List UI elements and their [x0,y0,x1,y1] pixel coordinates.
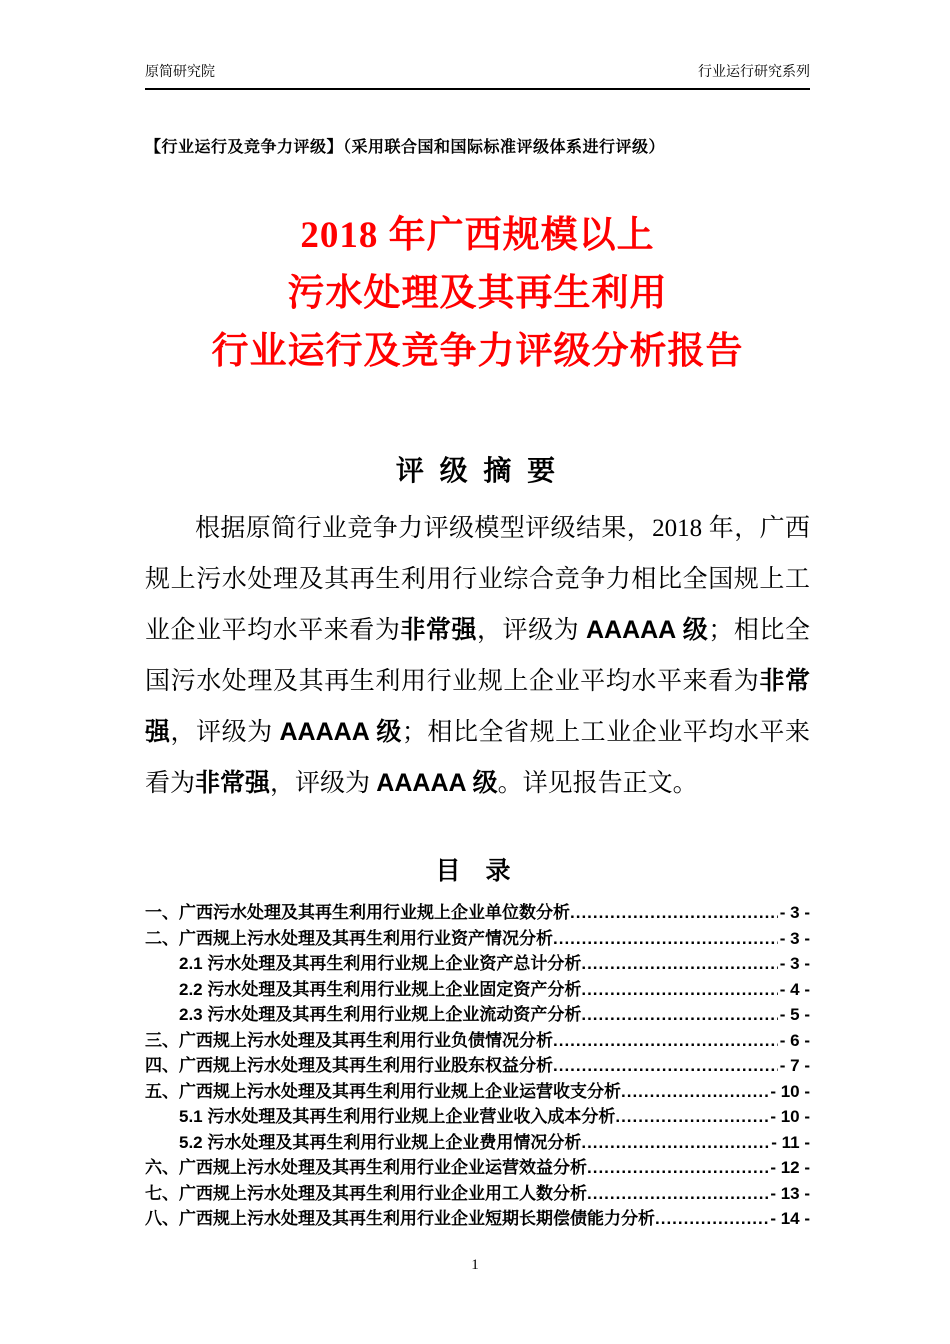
toc-page-number: - 7 - [779,1056,810,1075]
toc-leader-dots [570,900,778,926]
summary-emphasis-text: AAAAA 级 [279,718,402,746]
toc-item[interactable] [145,926,810,952]
toc-item-label: 六、广西规上污水处理及其再生利用行业企业运营效益分析 [145,1158,587,1177]
toc-leader-dots [581,1130,769,1156]
summary-emphasis-text: 非常强 [145,667,810,746]
summary-emphasis-text: 非常强 [195,769,271,797]
toc-item-label: 2.2 污水处理及其再生利用行业规上企业固定资产分析 [179,979,582,999]
summary-body-text: ，评级为 [477,617,586,644]
toc-leader-dots [553,1028,778,1054]
toc-leader-dots [553,1053,778,1079]
toc-page-number: - 14 - [770,1209,810,1228]
toc-leader-dots [581,977,777,1003]
toc-page-number: - 6 - [779,1030,810,1050]
rating-subtitle [145,134,810,157]
toc-page-number: - 3 - [779,903,810,922]
header-left-text: 原简研究院 [145,65,215,80]
report-title-line-3: 行业运行及竞争力评级分析报告 [211,331,744,372]
toc-leader-dots [655,1206,768,1232]
summary-body-text: ，评级为 [170,719,280,746]
summary-emphasis-text: AAAAA 级 [585,616,709,644]
summary-emphasis-text: 非常强 [400,616,478,644]
summary-emphasis-text: AAAAA 级 [376,769,498,797]
toc-page-number: - 5 - [779,1005,810,1024]
page-number: 1 [471,1257,479,1273]
toc-item-label: 2.3 污水处理及其再生利用行业规上企业流动资产分析 [179,1005,582,1024]
summary-body-text: ；相比全国污水处理及其再生利用行业规上企业平均水平来看为 [145,617,810,695]
toc-item-label: 四、广西规上污水处理及其再生利用行业股东权益分析 [145,1056,553,1075]
toc-item-label: 二、广西规上污水处理及其再生利用行业资产情况分析 [145,928,553,948]
rating-subtitle-paren: （采用联合国和国际标准评级体系进行评级） [343,139,666,156]
document-content [145,0,810,1232]
toc-item[interactable] [145,1079,810,1105]
toc-item[interactable] [145,900,810,926]
summary-body-text: ，评级为 [270,770,377,797]
summary-heading: 评 级 摘 要 [395,455,560,486]
summary-body-text: ；相比全省规上工业企业平均水平来看为 [145,719,810,797]
toc-item-label: 2.1 污水处理及其再生利用行业规上企业资产总计分析 [179,954,582,973]
toc-item[interactable] [145,1155,810,1181]
report-title [145,207,810,381]
toc-leader-dots [587,1155,768,1181]
toc-page-number: - 10 - [770,1081,810,1101]
summary-body-text: 。详见报告正文。 [497,770,698,797]
toc-item-label: 八、广西规上污水处理及其再生利用行业企业短期长期偿债能力分析 [145,1209,655,1228]
toc-page-number: - 10 - [770,1107,810,1126]
toc-heading: 目 录 [435,857,520,885]
summary-paragraph [145,503,810,809]
summary-body-text: 根据原简行业竞争力评级模型评级结果，2018 年，广西规上污水处理及其再生利用行业综合竞争力相比全国规上工业企业平均水平来看为 [145,515,810,644]
header-right-text: 行业运行研究系列 [698,65,810,80]
report-title-line-1: 2018 年广西规模以上 [300,215,655,256]
toc-page-number: - 13 - [770,1183,810,1203]
rating-subtitle-bracket: 【行业运行及竞争力评级】 [145,139,344,156]
toc-item[interactable] [145,1181,810,1207]
toc-leader-dots [615,1104,768,1130]
toc-item-label: 5.2 污水处理及其再生利用行业规上企业费用情况分析 [179,1132,582,1152]
toc-leader-dots [553,926,778,952]
toc-item-label: 五、广西规上污水处理及其再生利用行业规上企业运营收支分析 [145,1081,621,1101]
toc-item[interactable] [145,951,810,977]
toc-item[interactable] [145,1130,810,1156]
toc-leader-dots [581,1002,777,1028]
toc-item[interactable] [145,1053,810,1079]
report-title-line-2: 污水处理及其再生利用 [287,273,668,314]
toc-item[interactable] [145,1002,810,1028]
toc-page-number: - 3 - [779,954,810,973]
toc-leader-dots [587,1181,768,1207]
toc-page-number: - 3 - [779,928,810,948]
document-header [145,64,810,90]
toc-item-label: 七、广西规上污水处理及其再生利用行业企业用工人数分析 [145,1183,587,1203]
toc-page-number: - 12 - [770,1158,810,1177]
toc-item[interactable] [145,1028,810,1054]
toc-item[interactable] [145,1206,810,1232]
toc-page-number: - 11 - [771,1132,810,1152]
toc-item-label: 三、广西规上污水处理及其再生利用行业负债情况分析 [145,1030,553,1050]
toc-item[interactable] [145,1104,810,1130]
toc-item-label: 5.1 污水处理及其再生利用行业规上企业营业收入成本分析 [179,1107,616,1126]
toc-page-number: - 4 - [779,979,810,999]
toc-item-label: 一、广西污水处理及其再生利用行业规上企业单位数分析 [145,903,570,922]
toc-leader-dots [581,951,777,977]
toc-item[interactable] [145,977,810,1003]
toc-leader-dots [621,1079,768,1105]
toc-list [145,900,810,1232]
